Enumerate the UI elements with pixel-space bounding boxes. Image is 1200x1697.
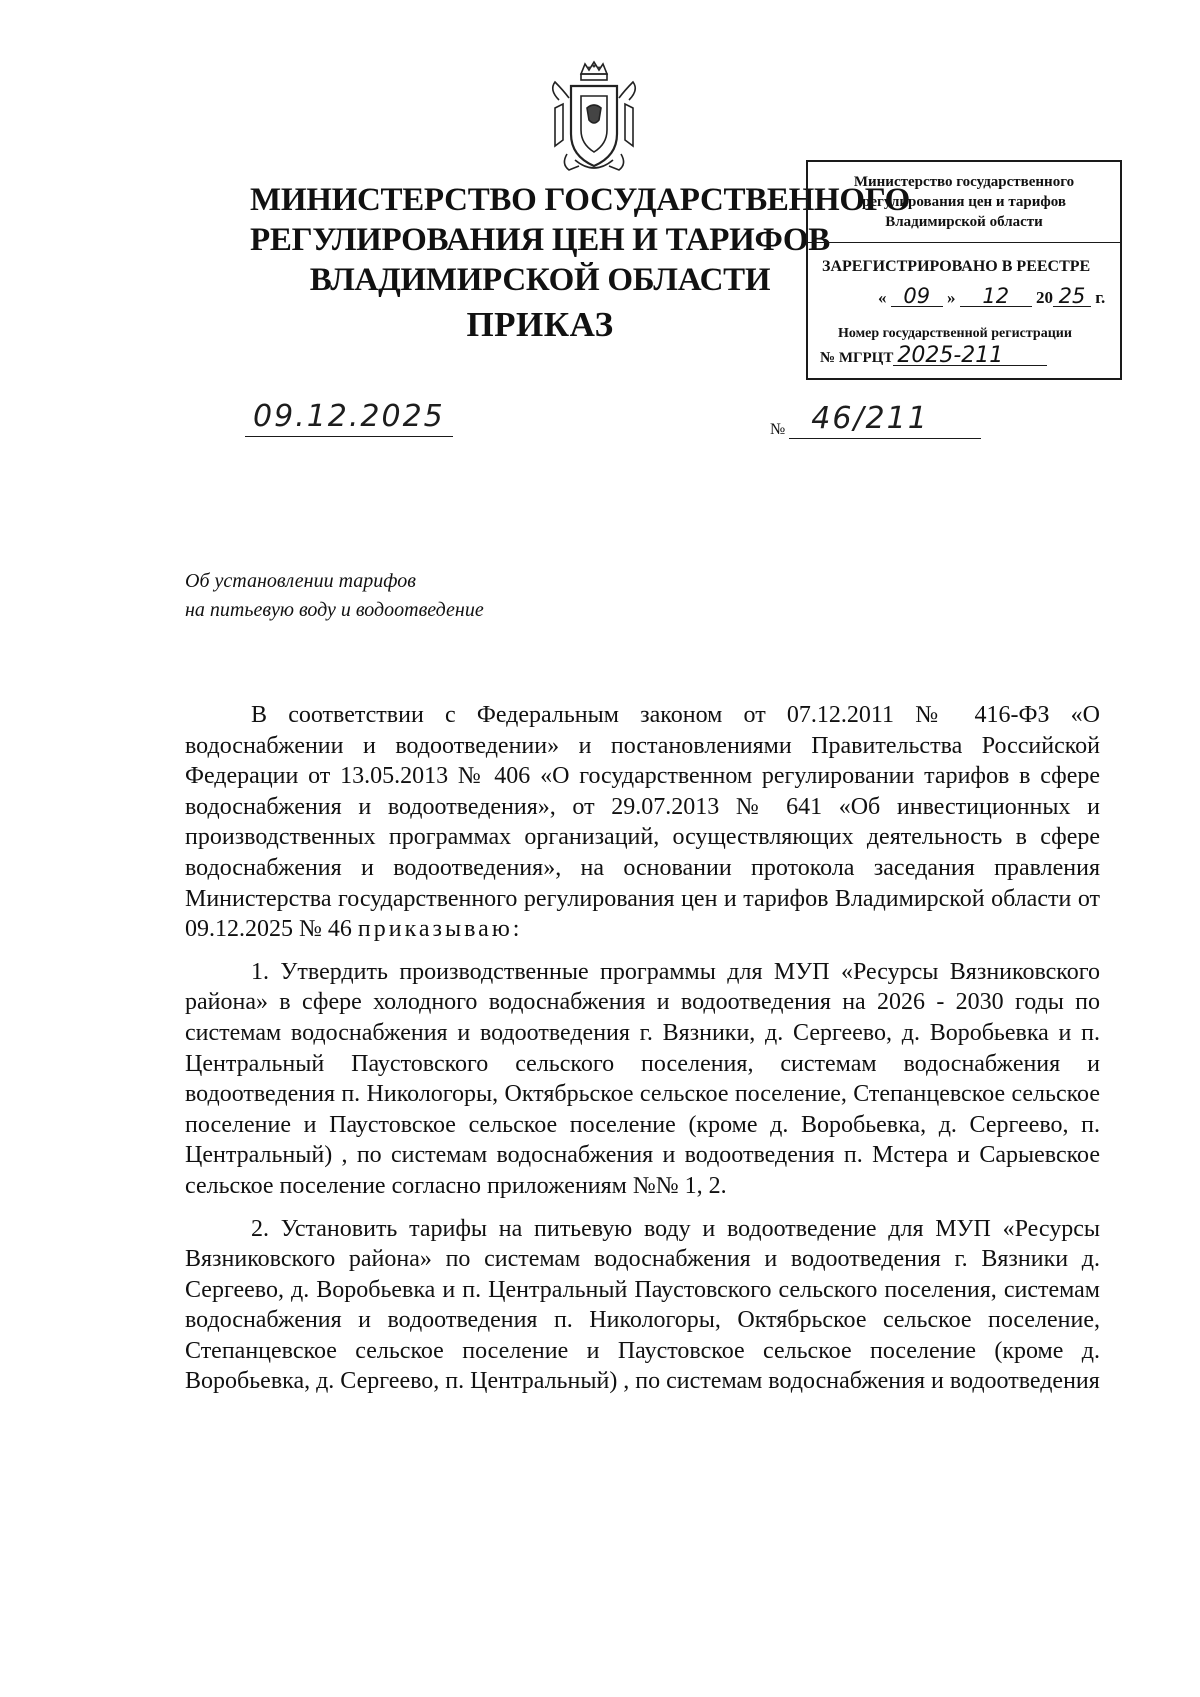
preamble-command: приказываю: xyxy=(357,916,523,943)
stamp-date-year-suffix: 25 xyxy=(1053,287,1091,307)
order-subject xyxy=(185,567,484,625)
ministry-title-line-1: МИНИСТЕРСТВО ГОСУДАРСТВЕННОГО xyxy=(250,182,910,218)
order-number-block xyxy=(770,400,981,439)
stamp-reg-number xyxy=(820,343,1047,368)
order-number-sign: № xyxy=(770,421,786,438)
stamp-date-open-quote: « xyxy=(878,288,887,307)
item-2-paragraph: 2. Установить тарифы на питьевую воду и водоотведение для МУП «Ресурсы Вязниковского района» по системам водоснабжения и водоотведения г. Вязники д. Сергеево, д. Воробьевка и п. Центральный Паустовского сельского поселения, системам водоснабжения и водоотведения п. Никологоры, Октябрьское сельское поселение, Степанцевское сельское поселение и Паустовское сельское поселение (кроме д. Воробьевка, д. Сергеево, п. Центральный) , по системам водоснабжения и водоотведения xyxy=(185,1215,1100,1395)
stamp-divider xyxy=(808,242,1120,243)
preamble-text: В соответствии с Федеральным законом от 07.12.2011 № 416-ФЗ «О водоснабжении и водоотведении» и постановлениями Правительства Российской Федерации от 13.05.2013 № 406 «О государственном регулировании тарифов в сфере водоснабжения и водоотведения», от 29.07.2013 № 641 «Об инвестиционных и производственных программах организаций, осуществляющих деятельность в сфере водоснабжения и водоотведения», на основании протокола заседания правления Министерства государственного регулирования цен и тарифов Владимирской области от 09.12.2025 № 46 xyxy=(185,702,1100,943)
ministry-title-line-3: ВЛАДИМИРСКОЙ ОБЛАСТИ xyxy=(309,262,771,298)
stamp-date-month: 12 xyxy=(960,287,1032,307)
order-body xyxy=(185,700,1100,1409)
stamp-date-close-quote: » xyxy=(947,288,956,307)
subject-line-2: на питьевую воду и водоотведение xyxy=(185,599,484,621)
coat-of-arms-icon xyxy=(545,60,643,178)
stamp-reg-number-label: Номер государственной регистрации xyxy=(838,326,1072,341)
order-date: 09.12.2025 xyxy=(245,398,453,437)
order-number: 46/211 xyxy=(789,400,981,439)
stamp-date-day: 09 xyxy=(891,287,943,307)
stamp-date xyxy=(878,284,1106,308)
stamp-org-line-3: Владимирской области xyxy=(885,214,1043,230)
stamp-org-line-2: регулирования цен и тарифов xyxy=(862,194,1066,210)
stamp-org-line-1: Министерство государственного xyxy=(853,174,1075,190)
stamp-date-year-unit: г. xyxy=(1095,288,1106,307)
registration-stamp xyxy=(806,160,1122,380)
ministry-title xyxy=(250,180,910,300)
subject-line-1: Об установлении тарифов xyxy=(185,570,416,592)
document-type: ПРИКАЗ xyxy=(466,305,614,344)
stamp-date-year-prefix: 20 xyxy=(1036,288,1053,307)
stamp-reg-number-value: 2025-211 xyxy=(893,346,1047,366)
stamp-registered-label: ЗАРЕГИСТРИРОВАНО В РЕЕСТРЕ xyxy=(822,258,1091,275)
ministry-title-line-2: РЕГУЛИРОВАНИЯ ЦЕН И ТАРИФОВ xyxy=(250,222,830,258)
preamble-paragraph xyxy=(185,700,1100,945)
item-1-paragraph: 1. Утвердить производственные программы для МУП «Ресурсы Вязниковского района» в сфере холодного водоснабжения и водоотведения на 2026 - 2030 годы по системам водоснабжения и водоотведения г. Вязники, д. Сергеево, д. Воробьевка и п. Центральный Паустовского сельского поселения, системам водоснабжения и водоотведения п. Никологоры, Октябрьское сельское поселение, Степанцевское сельское поселение и Паустовское сельское поселение (кроме д. Воробьевка, д. Сергеево, п. Центральный) , по системам водоснабжения и водоотведения п. Мстера и Сарыевское сельское поселение согласно приложениям №№ 1, 2. xyxy=(185,958,1100,1199)
stamp-reg-number-prefix: № МГРЦТ xyxy=(820,350,894,366)
stamp-organization xyxy=(808,162,1120,232)
